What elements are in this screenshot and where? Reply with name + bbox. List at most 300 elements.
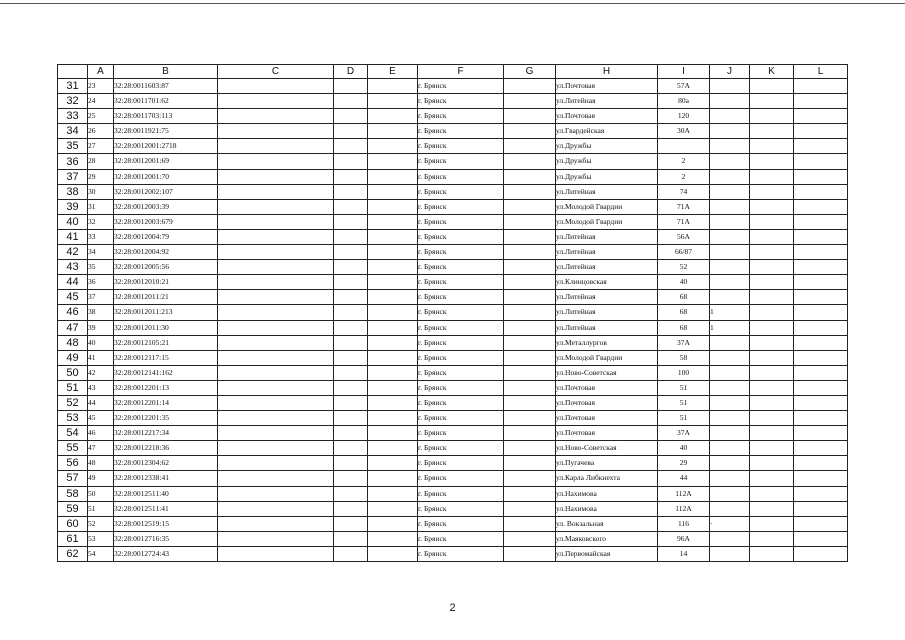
cell-l[interactable] (794, 531, 848, 546)
row-number[interactable]: 41 (58, 229, 88, 244)
cell-a[interactable]: 29 (88, 169, 114, 184)
cell-a[interactable]: 31 (88, 199, 114, 214)
cell-l[interactable] (794, 411, 848, 426)
cell-l[interactable] (794, 260, 848, 275)
column-header-f[interactable]: F (418, 65, 504, 79)
cell-e[interactable] (368, 395, 418, 410)
row-number[interactable]: 55 (58, 441, 88, 456)
cell-d[interactable] (334, 109, 368, 124)
cell-k[interactable] (750, 229, 794, 244)
cell-i[interactable]: 100 (658, 365, 710, 380)
cell-i[interactable]: 56А (658, 229, 710, 244)
cell-g[interactable] (504, 365, 556, 380)
cell-j[interactable] (710, 109, 750, 124)
cell-l[interactable] (794, 109, 848, 124)
cell-l[interactable] (794, 124, 848, 139)
row-number[interactable]: 48 (58, 335, 88, 350)
cell-j[interactable] (710, 395, 750, 410)
cell-g[interactable] (504, 139, 556, 154)
cell-i[interactable]: 120 (658, 109, 710, 124)
cell-i[interactable]: 37А (658, 335, 710, 350)
cell-d[interactable] (334, 335, 368, 350)
row-number[interactable]: 36 (58, 154, 88, 169)
row-number[interactable]: 31 (58, 79, 88, 94)
cell-e[interactable] (368, 184, 418, 199)
cell-l[interactable] (794, 395, 848, 410)
cell-i[interactable]: 2 (658, 154, 710, 169)
cell-d[interactable] (334, 426, 368, 441)
cell-d[interactable] (334, 456, 368, 471)
cell-h[interactable]: ул.Почтовая (556, 426, 658, 441)
cell-j[interactable] (710, 365, 750, 380)
cell-h[interactable]: ул.Почтовая (556, 380, 658, 395)
cell-k[interactable] (750, 109, 794, 124)
cell-f[interactable]: г. Брянск (418, 109, 504, 124)
cell-h[interactable]: ул.Молодой Гвардии (556, 199, 658, 214)
column-header-a[interactable]: A (88, 65, 114, 79)
cell-b[interactable]: 32:28:0012011:30 (114, 320, 218, 335)
cell-k[interactable] (750, 154, 794, 169)
cell-i[interactable] (658, 139, 710, 154)
cell-c[interactable] (218, 275, 334, 290)
cell-g[interactable] (504, 290, 556, 305)
cell-c[interactable] (218, 501, 334, 516)
row-number[interactable]: 34 (58, 124, 88, 139)
cell-h[interactable]: ул.Почтовая (556, 109, 658, 124)
cell-g[interactable] (504, 516, 556, 531)
cell-j[interactable]: 1 (710, 305, 750, 320)
row-number[interactable]: 44 (58, 275, 88, 290)
cell-l[interactable] (794, 290, 848, 305)
cell-h[interactable]: ул.Литейная (556, 260, 658, 275)
cell-c[interactable] (218, 531, 334, 546)
row-number[interactable]: 52 (58, 395, 88, 410)
cell-f[interactable]: г. Брянск (418, 471, 504, 486)
cell-l[interactable] (794, 471, 848, 486)
cell-f[interactable]: г. Брянск (418, 139, 504, 154)
row-number[interactable]: 60 (58, 516, 88, 531)
cell-a[interactable]: 23 (88, 79, 114, 94)
cell-b[interactable]: 32:28:0011921:75 (114, 124, 218, 139)
cell-l[interactable] (794, 456, 848, 471)
cell-g[interactable] (504, 350, 556, 365)
cell-b[interactable]: 32:28:0012011:21 (114, 290, 218, 305)
cell-i[interactable]: 51 (658, 411, 710, 426)
row-number[interactable]: 46 (58, 305, 88, 320)
cell-g[interactable] (504, 471, 556, 486)
cell-c[interactable] (218, 139, 334, 154)
cell-d[interactable] (334, 229, 368, 244)
cell-k[interactable] (750, 471, 794, 486)
cell-l[interactable] (794, 229, 848, 244)
cell-b[interactable]: 32:28:0012724:43 (114, 546, 218, 561)
cell-k[interactable] (750, 290, 794, 305)
cell-l[interactable] (794, 426, 848, 441)
cell-h[interactable]: ул.Литейная (556, 320, 658, 335)
cell-b[interactable]: 32:28:0012304:62 (114, 456, 218, 471)
cell-l[interactable] (794, 365, 848, 380)
cell-g[interactable] (504, 486, 556, 501)
cell-h[interactable]: ул.Литейная (556, 184, 658, 199)
cell-b[interactable]: 32:28:0012010:21 (114, 275, 218, 290)
cell-k[interactable] (750, 501, 794, 516)
cell-c[interactable] (218, 441, 334, 456)
cell-h[interactable]: ул.Молодой Гвардии (556, 350, 658, 365)
cell-d[interactable] (334, 395, 368, 410)
cell-c[interactable] (218, 229, 334, 244)
cell-b[interactable]: 32:28:0012511:40 (114, 486, 218, 501)
cell-f[interactable]: г. Брянск (418, 516, 504, 531)
cell-c[interactable] (218, 214, 334, 229)
column-header-d[interactable]: D (334, 65, 368, 79)
cell-k[interactable] (750, 260, 794, 275)
cell-h[interactable]: ул.Ново-Советская (556, 441, 658, 456)
cell-g[interactable] (504, 245, 556, 260)
row-number[interactable]: 56 (58, 456, 88, 471)
cell-c[interactable] (218, 395, 334, 410)
cell-e[interactable] (368, 501, 418, 516)
cell-j[interactable] (710, 290, 750, 305)
cell-a[interactable]: 30 (88, 184, 114, 199)
cell-j[interactable] (710, 546, 750, 561)
cell-i[interactable]: 51 (658, 395, 710, 410)
cell-d[interactable] (334, 411, 368, 426)
row-number[interactable]: 43 (58, 260, 88, 275)
row-number[interactable]: 49 (58, 350, 88, 365)
cell-d[interactable] (334, 184, 368, 199)
cell-d[interactable] (334, 124, 368, 139)
cell-g[interactable] (504, 275, 556, 290)
cell-c[interactable] (218, 184, 334, 199)
row-number[interactable]: 57 (58, 471, 88, 486)
cell-k[interactable] (750, 245, 794, 260)
cell-k[interactable] (750, 486, 794, 501)
cell-i[interactable]: 80а (658, 94, 710, 109)
cell-j[interactable] (710, 184, 750, 199)
cell-a[interactable]: 43 (88, 380, 114, 395)
cell-i[interactable]: 57А (658, 79, 710, 94)
column-header-e[interactable]: E (368, 65, 418, 79)
cell-a[interactable]: 34 (88, 245, 114, 260)
cell-f[interactable]: г. Брянск (418, 290, 504, 305)
cell-h[interactable]: ул.Первомайская (556, 546, 658, 561)
cell-k[interactable] (750, 79, 794, 94)
cell-g[interactable] (504, 94, 556, 109)
cell-f[interactable]: г. Брянск (418, 380, 504, 395)
cell-j[interactable] (710, 214, 750, 229)
cell-c[interactable] (218, 516, 334, 531)
column-header-l[interactable]: L (794, 65, 848, 79)
cell-b[interactable]: 32:28:0012001:69 (114, 154, 218, 169)
cell-l[interactable] (794, 139, 848, 154)
cell-i[interactable]: 112А (658, 501, 710, 516)
cell-e[interactable] (368, 275, 418, 290)
cell-a[interactable]: 46 (88, 426, 114, 441)
cell-h[interactable]: ул. Вокзальная (556, 516, 658, 531)
cell-f[interactable]: г. Брянск (418, 260, 504, 275)
cell-h[interactable]: ул.Дружбы (556, 139, 658, 154)
cell-j[interactable] (710, 169, 750, 184)
cell-h[interactable]: ул.Нахимова (556, 501, 658, 516)
cell-i[interactable]: 68 (658, 320, 710, 335)
cell-e[interactable] (368, 471, 418, 486)
cell-e[interactable] (368, 154, 418, 169)
cell-e[interactable] (368, 245, 418, 260)
cell-d[interactable] (334, 380, 368, 395)
cell-a[interactable]: 53 (88, 531, 114, 546)
cell-e[interactable] (368, 305, 418, 320)
cell-g[interactable] (504, 380, 556, 395)
cell-j[interactable] (710, 441, 750, 456)
cell-f[interactable]: г. Брянск (418, 199, 504, 214)
cell-c[interactable] (218, 320, 334, 335)
cell-c[interactable] (218, 365, 334, 380)
cell-a[interactable]: 54 (88, 546, 114, 561)
cell-e[interactable] (368, 411, 418, 426)
cell-b[interactable]: 32:28:0012117:15 (114, 350, 218, 365)
cell-g[interactable] (504, 320, 556, 335)
cell-j[interactable] (710, 471, 750, 486)
cell-e[interactable] (368, 229, 418, 244)
cell-e[interactable] (368, 531, 418, 546)
cell-e[interactable] (368, 139, 418, 154)
row-number[interactable]: 42 (58, 245, 88, 260)
column-header-k[interactable]: K (750, 65, 794, 79)
cell-e[interactable] (368, 260, 418, 275)
cell-h[interactable]: ул.Карла Либкнехта (556, 471, 658, 486)
cell-a[interactable]: 38 (88, 305, 114, 320)
row-number[interactable]: 61 (58, 531, 88, 546)
cell-i[interactable]: 74 (658, 184, 710, 199)
cell-i[interactable]: 58 (658, 350, 710, 365)
cell-c[interactable] (218, 546, 334, 561)
cell-d[interactable] (334, 305, 368, 320)
cell-l[interactable] (794, 214, 848, 229)
cell-d[interactable] (334, 365, 368, 380)
row-number[interactable]: 58 (58, 486, 88, 501)
cell-c[interactable] (218, 199, 334, 214)
cell-k[interactable] (750, 335, 794, 350)
cell-c[interactable] (218, 109, 334, 124)
cell-e[interactable] (368, 516, 418, 531)
cell-b[interactable]: 32:28:0012002:107 (114, 184, 218, 199)
cell-i[interactable]: 66/87 (658, 245, 710, 260)
cell-a[interactable]: 37 (88, 290, 114, 305)
cell-e[interactable] (368, 546, 418, 561)
cell-g[interactable] (504, 501, 556, 516)
cell-d[interactable] (334, 245, 368, 260)
cell-b[interactable]: 32:28:0012001:70 (114, 169, 218, 184)
cell-d[interactable] (334, 154, 368, 169)
cell-f[interactable]: г. Брянск (418, 426, 504, 441)
cell-g[interactable] (504, 305, 556, 320)
cell-e[interactable] (368, 169, 418, 184)
cell-h[interactable]: ул.Молодой Гвардии (556, 214, 658, 229)
cell-e[interactable] (368, 365, 418, 380)
cell-k[interactable] (750, 426, 794, 441)
cell-b[interactable]: 32:28:0012217:34 (114, 426, 218, 441)
cell-g[interactable] (504, 395, 556, 410)
row-number[interactable]: 45 (58, 290, 88, 305)
cell-c[interactable] (218, 456, 334, 471)
cell-f[interactable]: г. Брянск (418, 365, 504, 380)
cell-l[interactable] (794, 79, 848, 94)
cell-h[interactable]: ул.Литейная (556, 229, 658, 244)
cell-b[interactable]: 32:28:0011603:87 (114, 79, 218, 94)
cell-j[interactable] (710, 94, 750, 109)
cell-e[interactable] (368, 380, 418, 395)
cell-j[interactable] (710, 380, 750, 395)
cell-l[interactable] (794, 380, 848, 395)
cell-i[interactable]: 96А (658, 531, 710, 546)
cell-g[interactable] (504, 335, 556, 350)
cell-k[interactable] (750, 516, 794, 531)
cell-h[interactable]: ул.Почтовая (556, 79, 658, 94)
cell-k[interactable] (750, 546, 794, 561)
cell-g[interactable] (504, 169, 556, 184)
cell-h[interactable]: ул.Пугачева (556, 456, 658, 471)
cell-a[interactable]: 28 (88, 154, 114, 169)
cell-a[interactable]: 42 (88, 365, 114, 380)
cell-k[interactable] (750, 184, 794, 199)
cell-j[interactable] (710, 411, 750, 426)
cell-h[interactable]: ул.Почтовая (556, 395, 658, 410)
cell-d[interactable] (334, 169, 368, 184)
cell-j[interactable]: 1 (710, 320, 750, 335)
cell-f[interactable]: г. Брянск (418, 79, 504, 94)
column-header-h[interactable]: H (556, 65, 658, 79)
row-number[interactable]: 37 (58, 169, 88, 184)
cell-a[interactable]: 24 (88, 94, 114, 109)
cell-e[interactable] (368, 441, 418, 456)
row-number[interactable]: 59 (58, 501, 88, 516)
cell-h[interactable]: ул.Клинцовская (556, 275, 658, 290)
cell-d[interactable] (334, 471, 368, 486)
cell-k[interactable] (750, 365, 794, 380)
cell-a[interactable]: 50 (88, 486, 114, 501)
cell-g[interactable] (504, 531, 556, 546)
cell-h[interactable]: ул.Литейная (556, 305, 658, 320)
cell-h[interactable]: ул.Литейная (556, 290, 658, 305)
cell-j[interactable] (710, 531, 750, 546)
cell-d[interactable] (334, 260, 368, 275)
cell-k[interactable] (750, 124, 794, 139)
cell-j[interactable] (710, 79, 750, 94)
cell-b[interactable]: 32:28:0012003:679 (114, 214, 218, 229)
cell-j[interactable] (710, 139, 750, 154)
cell-g[interactable] (504, 426, 556, 441)
cell-b[interactable]: 32:28:0012141:162 (114, 365, 218, 380)
cell-c[interactable] (218, 124, 334, 139)
cell-c[interactable] (218, 154, 334, 169)
cell-f[interactable]: г. Брянск (418, 456, 504, 471)
cell-l[interactable] (794, 335, 848, 350)
row-number[interactable]: 51 (58, 380, 88, 395)
cell-d[interactable] (334, 139, 368, 154)
cell-l[interactable] (794, 546, 848, 561)
row-number[interactable]: 62 (58, 546, 88, 561)
cell-a[interactable]: 32 (88, 214, 114, 229)
cell-c[interactable] (218, 426, 334, 441)
cell-i[interactable]: 40 (658, 275, 710, 290)
cell-b[interactable]: 32:28:0012003:39 (114, 199, 218, 214)
column-header-j[interactable]: J (710, 65, 750, 79)
cell-e[interactable] (368, 94, 418, 109)
row-number[interactable]: 38 (58, 184, 88, 199)
cell-e[interactable] (368, 426, 418, 441)
cell-b[interactable]: 32:28:0012011:213 (114, 305, 218, 320)
cell-j[interactable] (710, 154, 750, 169)
cell-i[interactable]: 37А (658, 426, 710, 441)
cell-f[interactable]: г. Брянск (418, 411, 504, 426)
cell-h[interactable]: ул.Металлургов (556, 335, 658, 350)
cell-h[interactable]: ул.Литейная (556, 245, 658, 260)
cell-d[interactable] (334, 79, 368, 94)
cell-c[interactable] (218, 79, 334, 94)
cell-h[interactable]: ул.Дружбы (556, 169, 658, 184)
cell-b[interactable]: 32:28:0012201:13 (114, 380, 218, 395)
cell-g[interactable] (504, 229, 556, 244)
cell-e[interactable] (368, 79, 418, 94)
cell-g[interactable] (504, 546, 556, 561)
cell-d[interactable] (334, 486, 368, 501)
cell-d[interactable] (334, 320, 368, 335)
row-number[interactable]: 54 (58, 426, 88, 441)
cell-k[interactable] (750, 320, 794, 335)
column-header-g[interactable]: G (504, 65, 556, 79)
cell-g[interactable] (504, 260, 556, 275)
cell-k[interactable] (750, 395, 794, 410)
cell-e[interactable] (368, 290, 418, 305)
cell-a[interactable]: 47 (88, 441, 114, 456)
cell-h[interactable]: ул.Нахимова (556, 486, 658, 501)
cell-i[interactable]: 51 (658, 380, 710, 395)
cell-i[interactable]: 44 (658, 471, 710, 486)
cell-j[interactable] (710, 501, 750, 516)
cell-h[interactable]: ул.Гвардейская (556, 124, 658, 139)
cell-b[interactable]: 32:28:0012001:2718 (114, 139, 218, 154)
cell-f[interactable]: г. Брянск (418, 124, 504, 139)
cell-f[interactable]: г. Брянск (418, 305, 504, 320)
column-header-c[interactable]: C (218, 65, 334, 79)
cell-k[interactable] (750, 199, 794, 214)
cell-h[interactable]: ул.Литейная (556, 94, 658, 109)
cell-i[interactable]: 112А (658, 486, 710, 501)
cell-b[interactable]: 32:28:0012218:36 (114, 441, 218, 456)
cell-i[interactable]: 71А (658, 199, 710, 214)
cell-f[interactable]: г. Брянск (418, 154, 504, 169)
cell-l[interactable] (794, 169, 848, 184)
cell-l[interactable] (794, 320, 848, 335)
cell-j[interactable] (710, 275, 750, 290)
cell-b[interactable]: 32:28:0012105:21 (114, 335, 218, 350)
cell-l[interactable] (794, 275, 848, 290)
cell-f[interactable]: г. Брянск (418, 350, 504, 365)
cell-j[interactable] (710, 124, 750, 139)
cell-g[interactable] (504, 124, 556, 139)
cell-d[interactable] (334, 501, 368, 516)
cell-i[interactable]: 2 (658, 169, 710, 184)
cell-c[interactable] (218, 169, 334, 184)
cell-f[interactable]: г. Брянск (418, 501, 504, 516)
cell-d[interactable] (334, 350, 368, 365)
cell-l[interactable] (794, 305, 848, 320)
cell-a[interactable]: 40 (88, 335, 114, 350)
cell-b[interactable]: 32:28:0011703:113 (114, 109, 218, 124)
cell-a[interactable]: 45 (88, 411, 114, 426)
cell-d[interactable] (334, 516, 368, 531)
cell-e[interactable] (368, 214, 418, 229)
